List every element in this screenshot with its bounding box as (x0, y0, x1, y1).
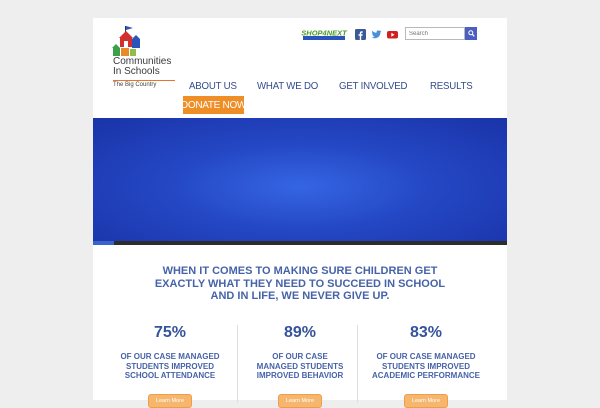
learn-more-button[interactable]: Learn More (278, 394, 322, 408)
stat-label (361, 352, 491, 381)
schoolhouse-logo-icon (111, 24, 145, 58)
stat-label-line: STUDENTS IMPROVED (381, 361, 470, 371)
twitter-icon[interactable] (371, 29, 382, 40)
nav-item-results[interactable]: RESULTS (429, 80, 473, 92)
stat-label-line: STUDENTS IMPROVED (125, 361, 214, 371)
hero-slider[interactable] (93, 118, 507, 243)
stat-label-line: ACADEMIC PERFORMANCE (372, 371, 480, 380)
mission-line-2: EXACTLY WHAT THEY NEED TO SUCCEED IN SCHOOL (154, 277, 446, 290)
search-icon (468, 30, 475, 37)
page-container (93, 18, 507, 404)
search-input[interactable] (405, 27, 465, 40)
learn-more-button[interactable]: Learn More (148, 394, 192, 408)
main-navigation (189, 80, 492, 92)
donate-now-button[interactable]: DONATE NOW (183, 96, 244, 114)
shop4next-logo[interactable] (303, 28, 345, 41)
nav-item-about-us[interactable]: ABOUT US (189, 80, 237, 92)
mission-line-1: WHEN IT COMES TO MAKING SURE CHILDREN GET (162, 265, 438, 277)
stat-divider (357, 325, 358, 403)
mission-statement (133, 265, 467, 303)
stat-label-line: OF OUR CASE MANAGED (120, 352, 220, 361)
stat-label-line: MANAGED STUDENTS (256, 361, 344, 371)
facebook-icon[interactable] (355, 29, 366, 40)
search-button[interactable] (465, 27, 477, 40)
stat-attendance (105, 323, 235, 408)
logo-subtitle: The Big Country (113, 82, 157, 88)
stat-label-line: IMPROVED BEHAVIOR (256, 371, 344, 380)
nav-item-get-involved[interactable]: GET INVOLVED (339, 80, 408, 92)
site-logo[interactable] (109, 24, 179, 96)
slider-progress-fill (93, 241, 114, 245)
learn-more-button[interactable]: Learn More (404, 394, 448, 408)
slider-progress-track (93, 241, 507, 245)
logo-divider (113, 80, 175, 81)
stat-label-line: OF OUR CASE (272, 352, 328, 361)
stat-academic (361, 323, 491, 408)
stat-label-line: OF OUR CASE MANAGED (376, 352, 476, 361)
stat-label (105, 352, 235, 381)
stat-behavior (235, 323, 365, 408)
stat-value: 83% (409, 324, 443, 341)
logo-line-1: Communities (113, 56, 172, 67)
nav-item-what-we-do[interactable]: WHAT WE DO (256, 80, 319, 92)
stat-label-line: SCHOOL ATTENDANCE (124, 371, 216, 380)
youtube-icon[interactable] (387, 29, 398, 40)
logo-wordmark (113, 57, 171, 77)
mission-line-3: AND IN LIFE, WE NEVER GIVE UP. (210, 290, 390, 302)
stats-section (93, 323, 507, 403)
stat-value: 75% (153, 324, 187, 341)
stat-value: 89% (283, 324, 317, 341)
shop4next-logo-text: SHOP4NEXT (301, 28, 347, 38)
stat-label (235, 352, 365, 381)
logo-line-2: In Schools (113, 66, 160, 77)
